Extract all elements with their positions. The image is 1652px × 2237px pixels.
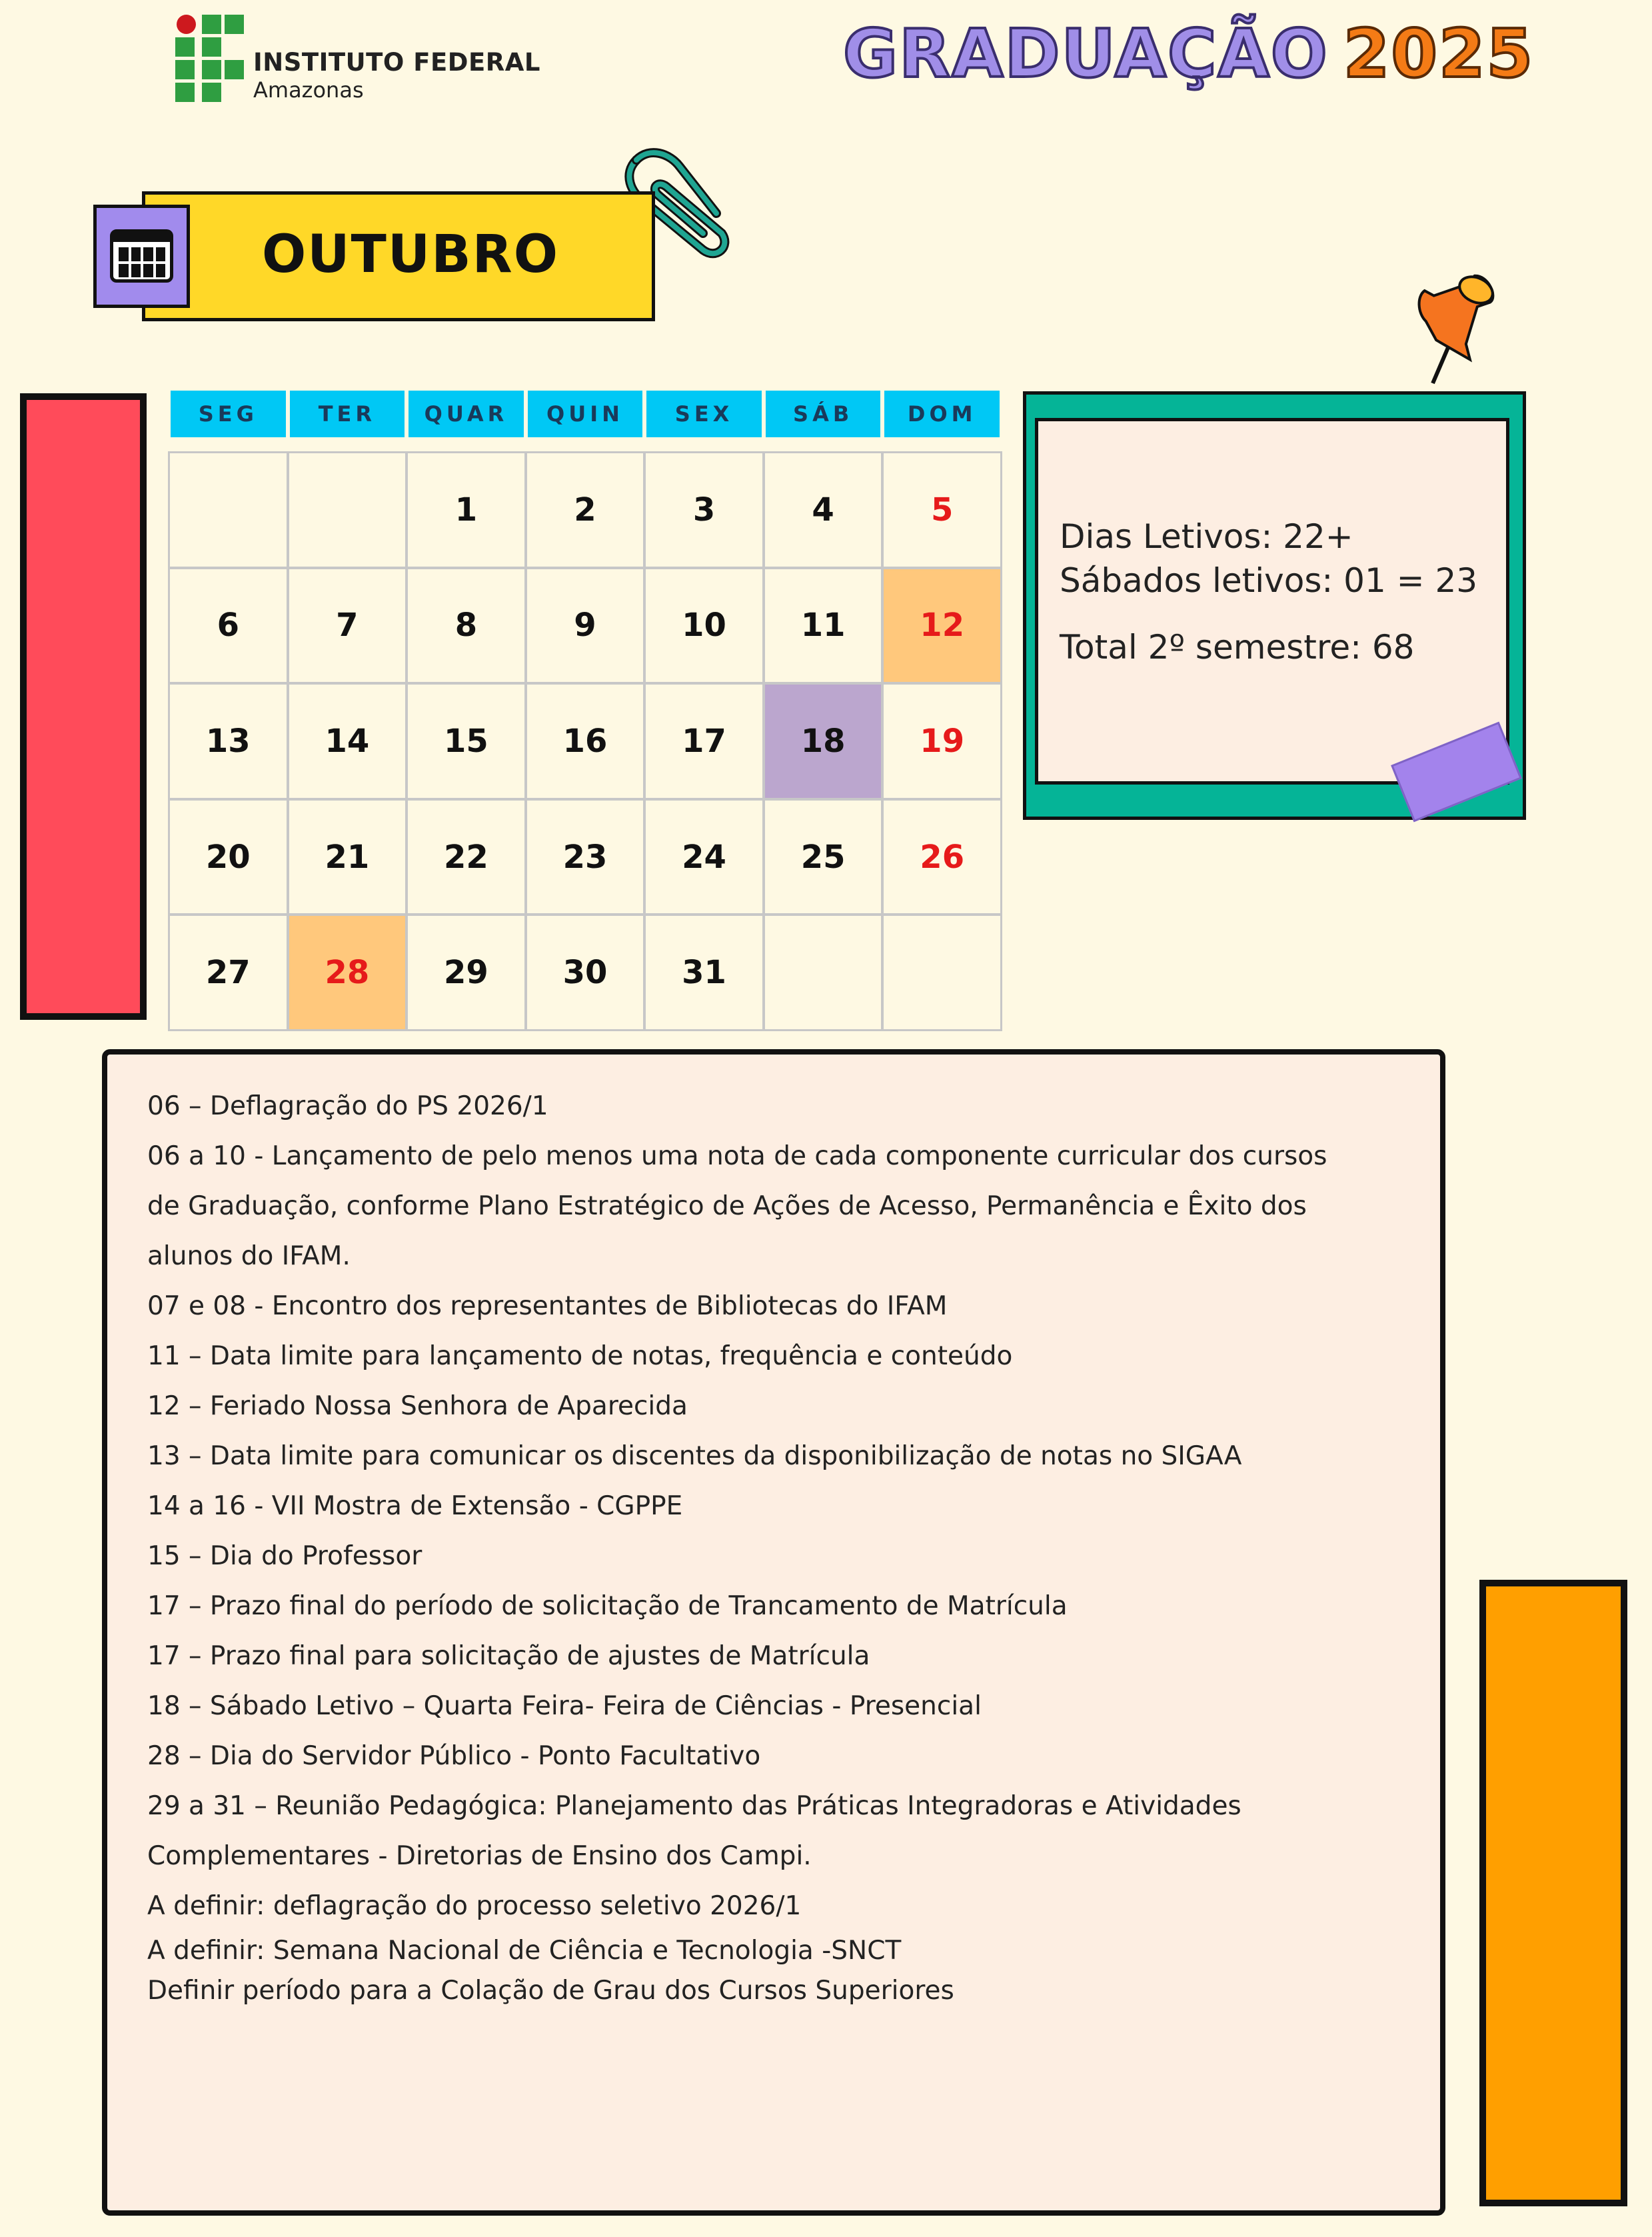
calendar-empty-cell (289, 453, 406, 567)
logo-name: INSTITUTO FEDERAL (253, 48, 540, 77)
weekday-label: SEG (171, 391, 286, 437)
logo-mark-icon (175, 15, 249, 103)
calendar-day: 20 (170, 801, 287, 914)
event-item: 18 – Sábado Letivo – Quarta Feira- Feira de Ciências - Presencial (147, 1691, 982, 1721)
push-pin-icon (1413, 263, 1499, 387)
calendar-day: 2 (527, 453, 644, 567)
event-item: 17 – Prazo final para solicitação de ajustes de Matrícula (147, 1641, 870, 1671)
calendar-day: 13 (170, 685, 287, 798)
event-item: 29 a 31 – Reunião Pedagógica: Planejamento das Práticas Integradoras e Atividades (147, 1791, 1241, 1821)
summary-saturdays: Sábados letivos: 01 = 23 (1060, 561, 1478, 600)
calendar-day: 19 (884, 685, 1000, 798)
weekday-label: SÁB (766, 391, 881, 437)
calendar-day: 30 (527, 916, 644, 1029)
calendar-day: 27 (170, 916, 287, 1029)
event-item: 06 – Deflagração do PS 2026/1 (147, 1091, 548, 1121)
calendar-day: 6 (170, 569, 287, 683)
calendar-day: 24 (646, 801, 762, 914)
title-word: GRADUAÇÃO (843, 15, 1329, 93)
event-item: 06 a 10 - Lançamento de pelo menos uma nota de cada componente curricular dos cursos (147, 1141, 1327, 1171)
event-item: de Graduação, conforme Plano Estratégico de Ações de Acesso, Permanência e Êxito dos (147, 1191, 1307, 1221)
weekday-label: DOM (884, 391, 1000, 437)
calendar-day: 21 (289, 801, 406, 914)
calendar-day: 31 (646, 916, 762, 1029)
decorative-pink-bar (20, 393, 147, 1020)
calendar-day: 1 (408, 453, 524, 567)
event-item: alunos do IFAM. (147, 1241, 351, 1271)
summary-total: Total 2º semestre: 68 (1060, 628, 1415, 667)
event-item: A definir: Semana Nacional de Ciência e Tecnologia -SNCT (147, 1936, 902, 1966)
institution-logo (175, 15, 540, 108)
calendar-weekday-header (171, 391, 1000, 437)
events-box (102, 1049, 1445, 2216)
calendar-day: 18 (765, 685, 882, 798)
calendar-day: 29 (408, 916, 524, 1029)
event-item: 17 – Prazo final do período de solicitação de Trancamento de Matrícula (147, 1591, 1068, 1621)
calendar-day: 16 (527, 685, 644, 798)
month-banner (142, 191, 655, 321)
calendar-grid (168, 451, 1002, 1031)
weekday-label: QUIN (528, 391, 643, 437)
calendar-day: 25 (765, 801, 882, 914)
calendar-day: 15 (408, 685, 524, 798)
calendar-day: 12 (884, 569, 1000, 683)
calendar-day: 5 (884, 453, 1000, 567)
calendar-day: 26 (884, 801, 1000, 914)
calendar-empty-cell (170, 453, 287, 567)
event-item: 28 – Dia do Servidor Público - Ponto Facultativo (147, 1741, 761, 1771)
calendar-empty-cell (884, 916, 1000, 1029)
calendar-day: 8 (408, 569, 524, 683)
event-item: 07 e 08 - Encontro dos representantes de Bibliotecas do IFAM (147, 1291, 948, 1321)
event-item: Complementares - Diretorias de Ensino dos Campi. (147, 1841, 812, 1871)
calendar-day: 7 (289, 569, 406, 683)
calendar-empty-cell (765, 916, 882, 1029)
event-item: 15 – Dia do Professor (147, 1541, 422, 1571)
calendar-day: 4 (765, 453, 882, 567)
event-item: 14 a 16 - VII Mostra de Extensão - CGPPE (147, 1491, 683, 1521)
decorative-orange-bar (1479, 1580, 1627, 2206)
logo-subname: Amazonas (253, 77, 364, 103)
events-list (147, 1081, 1400, 2011)
weekday-label: TER (290, 391, 405, 437)
event-item: A definir: deflagração do processo seletivo 2026/1 (147, 1891, 802, 1921)
calendar-day: 3 (646, 453, 762, 567)
calendar-day: 17 (646, 685, 762, 798)
calendar-day: 9 (527, 569, 644, 683)
page-title (843, 15, 1534, 101)
calendar-day: 22 (408, 801, 524, 914)
calendar-day: 14 (289, 685, 406, 798)
summary-box (1035, 418, 1509, 785)
weekday-label: SEX (646, 391, 762, 437)
event-item: 13 – Data limite para comunicar os discentes da disponibilização de notas no SIGAA (147, 1441, 1242, 1471)
event-item: Definir período para a Colação de Grau dos Cursos Superiores (147, 1976, 954, 2006)
event-item: 11 – Data limite para lançamento de notas, frequência e conteúdo (147, 1341, 1013, 1371)
calendar-icon (93, 205, 190, 308)
calendar-day: 23 (527, 801, 644, 914)
calendar-day: 11 (765, 569, 882, 683)
calendar-day: 10 (646, 569, 762, 683)
title-year: 2025 (1343, 15, 1535, 93)
summary-school-days: Dias Letivos: 22+ (1060, 517, 1353, 556)
weekday-label: QUAR (409, 391, 524, 437)
event-item: 12 – Feriado Nossa Senhora de Aparecida (147, 1391, 688, 1421)
calendar-day: 28 (289, 916, 406, 1029)
month-label: OUTUBRO (262, 225, 560, 285)
